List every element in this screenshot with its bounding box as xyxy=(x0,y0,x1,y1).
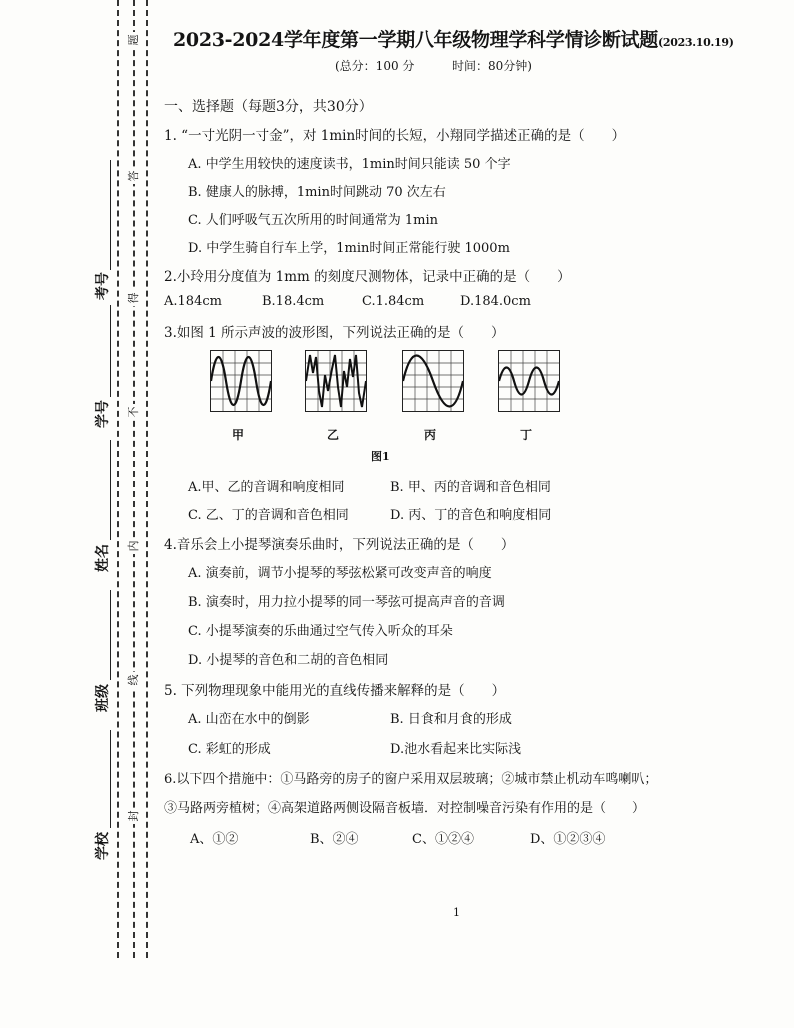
question-4-option-d: D. 小提琴的音色和二胡的音色相同 xyxy=(188,653,389,668)
question-5-option-d: D.池水看起来比实际浅 xyxy=(390,742,522,757)
question-1-option-c: C. 人们呼吸气五次所用的时间通常为 1min xyxy=(188,213,439,228)
question-6-stem-line2: ③马路两旁植树；④高架道路两侧设隔音板墙．对控制噪音污染有作用的是（ ） xyxy=(164,801,646,816)
question-5-option-a: A. 山峦在水中的倒影 xyxy=(188,712,310,727)
name-label: 姓名 xyxy=(95,544,111,572)
student-no-label: 学号 xyxy=(95,400,111,428)
seal-char: 题 xyxy=(126,32,142,48)
question-2-option-b: B.18.4cm xyxy=(262,294,325,309)
seal-char: 不 xyxy=(126,404,142,420)
question-1-option-b: B. 健康人的脉搏，1min时间跳动 70 次左右 xyxy=(188,185,446,200)
question-2-option-c: C.1.84cm xyxy=(362,294,425,309)
question-3-option-b: B. 甲、丙的音调和音色相同 xyxy=(390,480,551,495)
question-3-option-c: C. 乙、丁的音调和音色相同 xyxy=(188,508,349,523)
question-3-option-a: A.甲、乙的音调和响度相同 xyxy=(188,480,345,495)
seal-char: 封 xyxy=(126,808,142,824)
waveform-label-yi: 乙 xyxy=(327,428,340,442)
dashed-seal-line xyxy=(146,0,148,958)
total-score: (总分：100 分 xyxy=(335,59,415,73)
waveform-label-ding: 丁 xyxy=(520,428,533,442)
exam-date: (2023.10.19) xyxy=(657,36,734,49)
question-1-option-d: D. 中学生骑自行车上学，1min时间正常能行驶 1000m xyxy=(188,241,510,256)
seal-char: 得 xyxy=(126,290,142,306)
question-5-option-b: B. 日食和月食的形成 xyxy=(390,712,512,727)
question-3-option-d: D. 丙、丁的音色和响度相同 xyxy=(390,508,552,523)
seal-char: 线 xyxy=(126,672,142,688)
exam-time: 时间：80分钟) xyxy=(452,59,532,73)
question-3-stem: 3.如图 1 所示声波的波形图，下列说法正确的是（ ） xyxy=(164,325,505,341)
school-line xyxy=(110,730,111,828)
waveform-label-jia: 甲 xyxy=(232,428,245,442)
question-6-option-b: B、②④ xyxy=(310,832,359,847)
question-4-stem: 4.音乐会上小提琴演奏乐曲时，下列说法正确的是（ ） xyxy=(164,537,515,553)
figure-caption: 图1 xyxy=(371,450,390,463)
seal-char: 内 xyxy=(126,538,142,554)
question-4-option-a: A. 演奏前，调节小提琴的琴弦松紧可改变声音的响度 xyxy=(188,566,492,581)
student-no-line xyxy=(110,305,111,397)
exam-no-label: 考号 xyxy=(95,272,111,300)
exam-no-line xyxy=(110,160,111,270)
waveform-jia xyxy=(210,350,272,412)
page-number: 1 xyxy=(453,906,460,919)
question-1-stem: 1. “一寸光阴一寸金”，对 1min时间的长短，小翔同学描述正确的是（ ） xyxy=(164,128,626,144)
question-2-stem: 2.小玲用分度值为 1mm 的刻度尺测物体，记录中正确的是（ ） xyxy=(164,269,571,285)
dashed-cut-line-outer xyxy=(117,0,119,958)
question-6-option-d: D、①②③④ xyxy=(530,832,606,847)
waveform-ding xyxy=(498,350,560,412)
waveform-bing xyxy=(402,350,464,412)
question-4-option-c: C. 小提琴演奏的乐曲通过空气传入听众的耳朵 xyxy=(188,624,453,639)
school-label: 学校 xyxy=(95,832,111,860)
question-2-option-d: D.184.0cm xyxy=(460,294,531,309)
question-5-option-c: C. 彩虹的形成 xyxy=(188,742,271,757)
class-label: 班级 xyxy=(95,684,111,712)
exam-title-text: 2023-2024学年度第一学期八年级物理学科学情诊断试题 xyxy=(173,29,658,51)
question-2-option-a: A.184cm xyxy=(164,294,222,309)
name-line xyxy=(110,440,111,540)
question-5-stem: 5. 下列物理现象中能用光的直线传播来解释的是（ ） xyxy=(164,683,506,699)
waveform-label-bing: 丙 xyxy=(424,428,437,442)
question-4-option-b: B. 演奏时，用力拉小提琴的同一琴弦可提高声音的音调 xyxy=(188,595,505,610)
class-line xyxy=(110,590,111,680)
section-heading: 一、选择题（每题3分，共30分） xyxy=(164,99,373,115)
question-6-stem-line1: 6.以下四个措施中：①马路旁的房子的窗户采用双层玻璃；②城市禁止机动车鸣喇叭； xyxy=(164,772,658,787)
waveform-yi xyxy=(305,350,367,412)
seal-char: 答 xyxy=(126,168,142,184)
question-6-option-c: C、①②④ xyxy=(412,832,474,847)
question-1-option-a: A. 中学生用较快的速度读书，1min时间只能读 50 个字 xyxy=(188,157,511,172)
exam-title xyxy=(173,25,734,52)
question-6-option-a: A、①② xyxy=(190,832,239,847)
